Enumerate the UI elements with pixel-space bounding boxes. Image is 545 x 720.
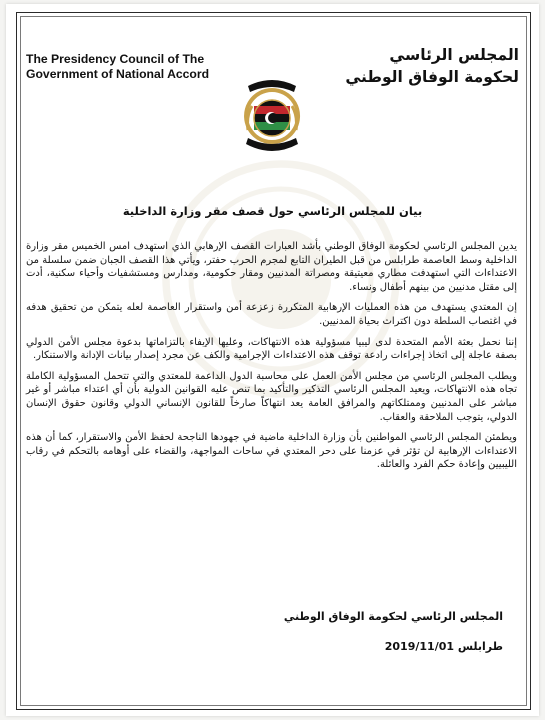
statement-title: بيان للمجلس الرئاسي حول قصف مقر وزارة الداخلية [122, 204, 423, 218]
header-en-line2: Government of National Accord [26, 67, 210, 81]
header-ar-line2: لحكومة الوفاق الوطني [345, 68, 519, 86]
header-arabic [319, 44, 519, 88]
document-page [6, 4, 539, 716]
paragraph-4: ويطلب المجلس الرئاسي من مجلس الأمن العمل على محاسبة الدول الداعمة للمعتدي والتي تتحمل المسؤولية الكاملة تجاه هذه الانتهاكات، ويعيد المجلس الرئاسي التذكير والتأكيد بما تنص عليه القوانين الدولية بأن أي اعتداء مباشر أو غير مباشر على المدنيين وممتلكاتهم والمرافق العامة يعد انتهاكاً صارخاً للقانون الإنساني الدولي وقانون حقوق الإنسان الدولي، يتوجب الملاحقة والعقاب. [26, 370, 517, 423]
paragraph-5: ويطمئن المجلس الرئاسي المواطنين بأن وزارة الداخلية ماضية في جهودها الناجحة لحفظ الأمن والاستقرار، كما أن هذه الاعتداءات الإرهابية لن تؤثر في عزمنا على دحر المعتدي في ساحات المواجهة، والقضاء على أوهامه بالتحكم في رقاب الليبيين وإعادة حكم الفرد والعائلة. [26, 432, 517, 471]
header-ar-line1: المجلس الرئاسي [389, 46, 519, 64]
signature: المجلس الرئاسي لحكومة الوفاق الوطني [283, 610, 503, 623]
paragraph-1: يدين المجلس الرئاسي لحكومة الوفاق الوطني بأشد العبارات القصف الإرهابي الذي استهدف امس الخميس مقر وزارة الداخلية وسط العاصمة طرابلس من قبل الطيران التابع لمجرم الحرب حفتر، ويأتي هذا القصف الجبان ضمن سلسلة من الاعتداءات التي استهدفت مطاري معيتيقة ومصراتة المدنيين ومقار حكومية، ومدارس ومستشفيات وأحياء سكنية، أدت إلى مقتل مدنيين من بينهم أطفال ونساء. [26, 241, 517, 293]
statement-body [26, 240, 517, 479]
place-date: طرابلس 2019/11/01 [384, 640, 503, 653]
header-english [26, 52, 246, 82]
presidency-seal-icon [238, 72, 306, 160]
header-en-line1: The Presidency Council of The [26, 52, 205, 66]
signature-block [243, 602, 503, 662]
paragraph-2: إن المعتدي يستهدف من هذه العمليات الإرهابية المتكررة زعزعة أمن واستقرار العاصمة لعله يتمكن من تحقيق هدفه في اغتصاب السلطة دون اكتراث بحياة المدنيين. [26, 302, 517, 327]
paragraph-3: إننا نحمل بعثة الأمم المتحدة لدى ليبيا مسؤولية هذه الانتهاكات، وعليها الإيفاء بالتزاماتها بدعوة مجلس الأمن الدولي بصفة عاجلة إلى اتخاذ إجراءات رادعة توقف هذه الاعتداءات الإجرامية والكف عن مجرد إصدار بيانات الإدانة والاستنكار. [26, 336, 517, 362]
